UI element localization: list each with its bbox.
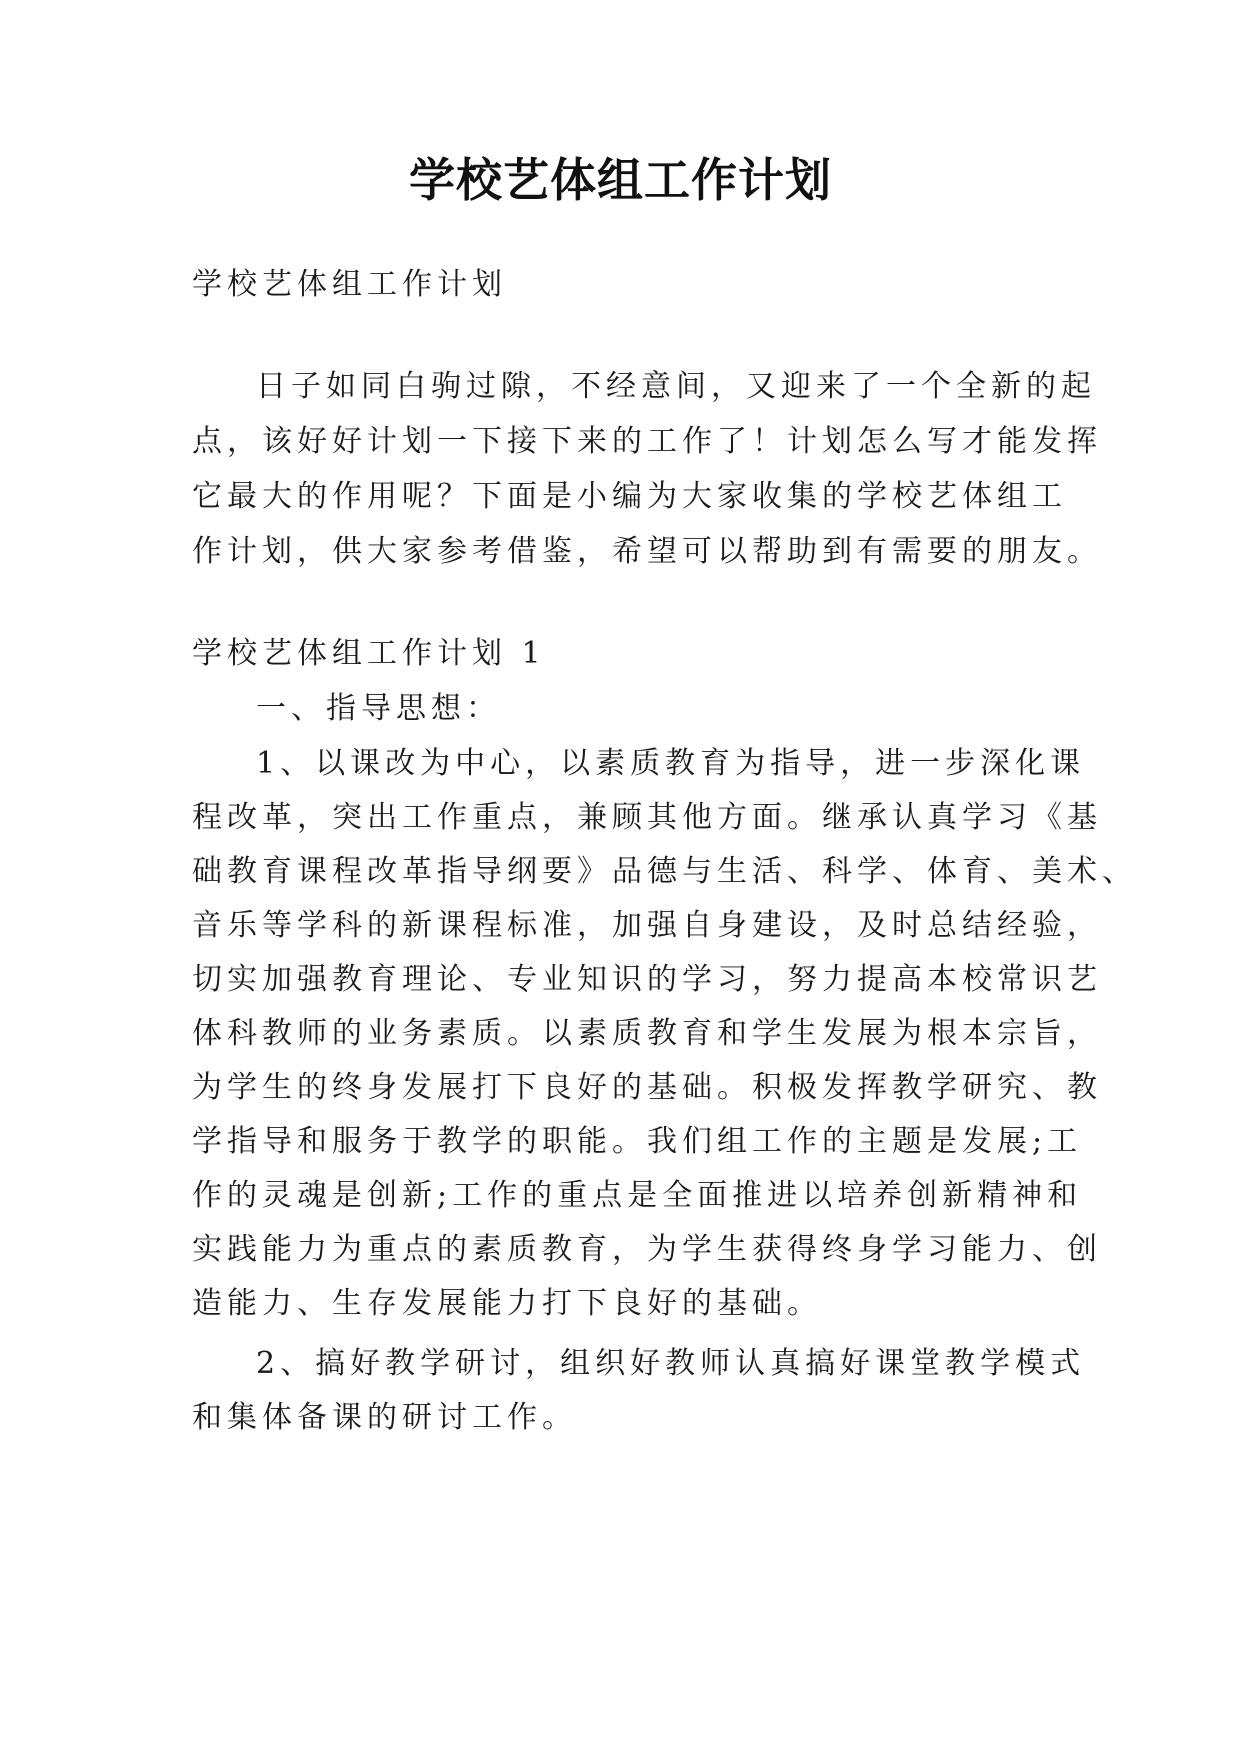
document-title: 学校艺体组工作计划 (409, 153, 832, 207)
item2-line: 和集体备课的研讨工作。 (192, 1400, 577, 1435)
section-heading: 学校艺体组工作计划 1 (192, 636, 546, 671)
item1-line: 作的灵魂是创新;工作的重点是全面推进以培养创新精神和 (192, 1178, 1083, 1213)
item1-line: 音乐等学科的新课程标准，加强自身建设，及时总结经验， (192, 908, 1102, 943)
item2-line: 2、搞好教学研讨，组织好教师认真搞好课堂教学模式 (256, 1346, 1086, 1381)
item1-line: 实践能力为重点的素质教育，为学生获得终身学习能力、创 (192, 1232, 1102, 1267)
item1-line: 切实加强教育理论、专业知识的学习，努力提高本校常识艺 (192, 962, 1102, 997)
item1-line: 程改革，突出工作重点，兼顾其他方面。继承认真学习《基 (192, 800, 1102, 835)
item1-line: 为学生的终身发展打下良好的基础。积极发挥教学研究、教 (192, 1070, 1102, 1105)
item1-line: 学指导和服务于教学的职能。我们组工作的主题是发展;工 (192, 1124, 1083, 1159)
item1-line: 造能力、生存发展能力打下良好的基础。 (192, 1286, 822, 1321)
item1-line: 1、以课改为中心，以素质教育为指导，进一步深化课 (256, 746, 1086, 781)
item1-line: 体科教师的业务素质。以素质教育和学生发展为根本宗旨， (192, 1016, 1102, 1051)
item1-line: 础教育课程改革指导纲要》品德与生活、科学、体育、美术、 (192, 854, 1137, 889)
intro-line: 点，该好好计划一下接下来的工作了！计划怎么写才能发挥 (192, 424, 1102, 459)
intro-line: 作计划，供大家参考借鉴，希望可以帮助到有需要的朋友。 (192, 534, 1102, 569)
intro-line: 它最大的作用呢？下面是小编为大家收集的学校艺体组工 (192, 479, 1067, 514)
intro-line: 日子如同白驹过隙，不经意间，又迎来了一个全新的起 (256, 369, 1096, 404)
document-subtitle: 学校艺体组工作计划 (192, 267, 507, 302)
subsection-heading: 一、指导思想： (256, 691, 501, 726)
